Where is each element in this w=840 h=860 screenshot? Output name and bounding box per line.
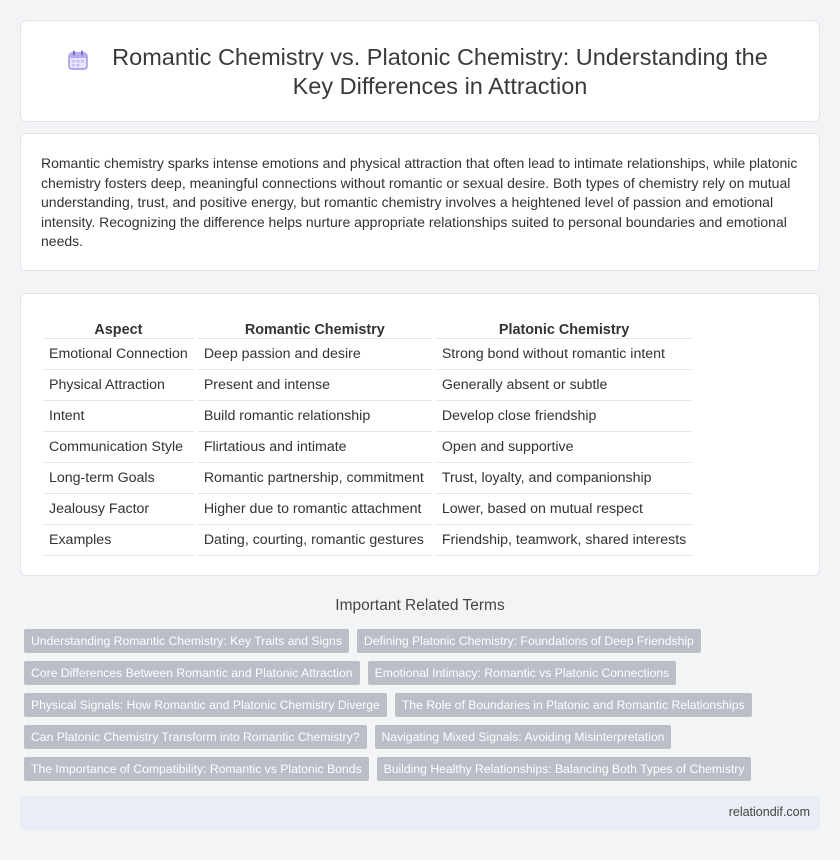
related-term-link[interactable]: Core Differences Between Romantic and Platonic Attraction [24, 661, 360, 685]
cell-platonic: Strong bond without romantic intent [436, 338, 692, 369]
related-term-link[interactable]: Emotional Intimacy: Romantic vs Platonic Connections [368, 661, 677, 685]
table-row [43, 400, 692, 431]
cell-platonic: Trust, loyalty, and companionship [436, 462, 692, 493]
cell-romantic: Present and intense [198, 369, 432, 400]
cell-platonic: Develop close friendship [436, 400, 692, 431]
comparison-table [43, 316, 692, 556]
footer [20, 796, 820, 830]
cell-romantic: Deep passion and desire [198, 338, 432, 369]
cell-romantic: Build romantic relationship [198, 400, 432, 431]
comparison-card [20, 293, 820, 576]
table-row [43, 431, 692, 462]
related-terms-list [24, 629, 804, 789]
related-terms-heading: Important Related Terms [335, 597, 505, 614]
header-romantic: Romantic Chemistry [198, 316, 432, 338]
intro-card [20, 133, 820, 271]
related-term-link[interactable]: Building Healthy Relationships: Balancing Both Types of Chemistry [377, 757, 752, 781]
related-term-link[interactable]: Navigating Mixed Signals: Avoiding Misinterpretation [375, 725, 672, 749]
cell-romantic: Higher due to romantic attachment [198, 493, 432, 524]
cell-aspect: Communication Style [43, 431, 194, 462]
site-link[interactable]: relationdif.com [728, 805, 810, 819]
cell-aspect: Examples [43, 524, 194, 555]
header-platonic: Platonic Chemistry [436, 316, 692, 338]
table-header-row [43, 316, 692, 338]
cell-aspect: Long-term Goals [43, 462, 194, 493]
page-title: Romantic Chemistry vs. Platonic Chemistry: Understanding the Key Differences in Attraction [112, 44, 768, 99]
table-row [43, 338, 692, 369]
cell-platonic: Lower, based on mutual respect [436, 493, 692, 524]
table-row [43, 524, 692, 555]
header-card [20, 20, 820, 122]
header-aspect: Aspect [43, 316, 194, 338]
table-row [43, 369, 692, 400]
related-term-link[interactable]: Can Platonic Chemistry Transform into Romantic Chemistry? [24, 725, 367, 749]
table-row [43, 462, 692, 493]
cell-platonic: Friendship, teamwork, shared interests [436, 524, 692, 555]
related-term-link[interactable]: Understanding Romantic Chemistry: Key Traits and Signs [24, 629, 349, 653]
cell-platonic: Open and supportive [436, 431, 692, 462]
cell-romantic: Romantic partnership, commitment [198, 462, 432, 493]
related-term-link[interactable]: Physical Signals: How Romantic and Platonic Chemistry Diverge [24, 693, 387, 717]
cell-aspect: Intent [43, 400, 194, 431]
related-term-link[interactable]: The Role of Boundaries in Platonic and Romantic Relationships [395, 693, 752, 717]
cell-platonic: Generally absent or subtle [436, 369, 692, 400]
related-term-link[interactable]: Defining Platonic Chemistry: Foundations of Deep Friendship [357, 629, 701, 653]
related-term-link[interactable]: The Importance of Compatibility: Romantic vs Platonic Bonds [24, 757, 369, 781]
cell-romantic: Dating, courting, romantic gestures [198, 524, 432, 555]
cell-aspect: Jealousy Factor [43, 493, 194, 524]
intro-paragraph: Romantic chemistry sparks intense emotions and physical attraction that often lead to intimate relationships, while platonic chemistry fosters deep, meaningful connections without romantic or sexual desire. Both types of chemistry rely on mutual understanding, trust, and positive energy, but romantic chemistry involves a heightened level of passion and emotional intensity. Recognizing the difference helps nurture appropriate relationships suited to personal boundaries and emotional needs. [41, 155, 798, 249]
cell-aspect: Emotional Connection [43, 338, 194, 369]
cell-romantic: Flirtatious and intimate [198, 431, 432, 462]
cell-aspect: Physical Attraction [43, 369, 194, 400]
table-row [43, 493, 692, 524]
